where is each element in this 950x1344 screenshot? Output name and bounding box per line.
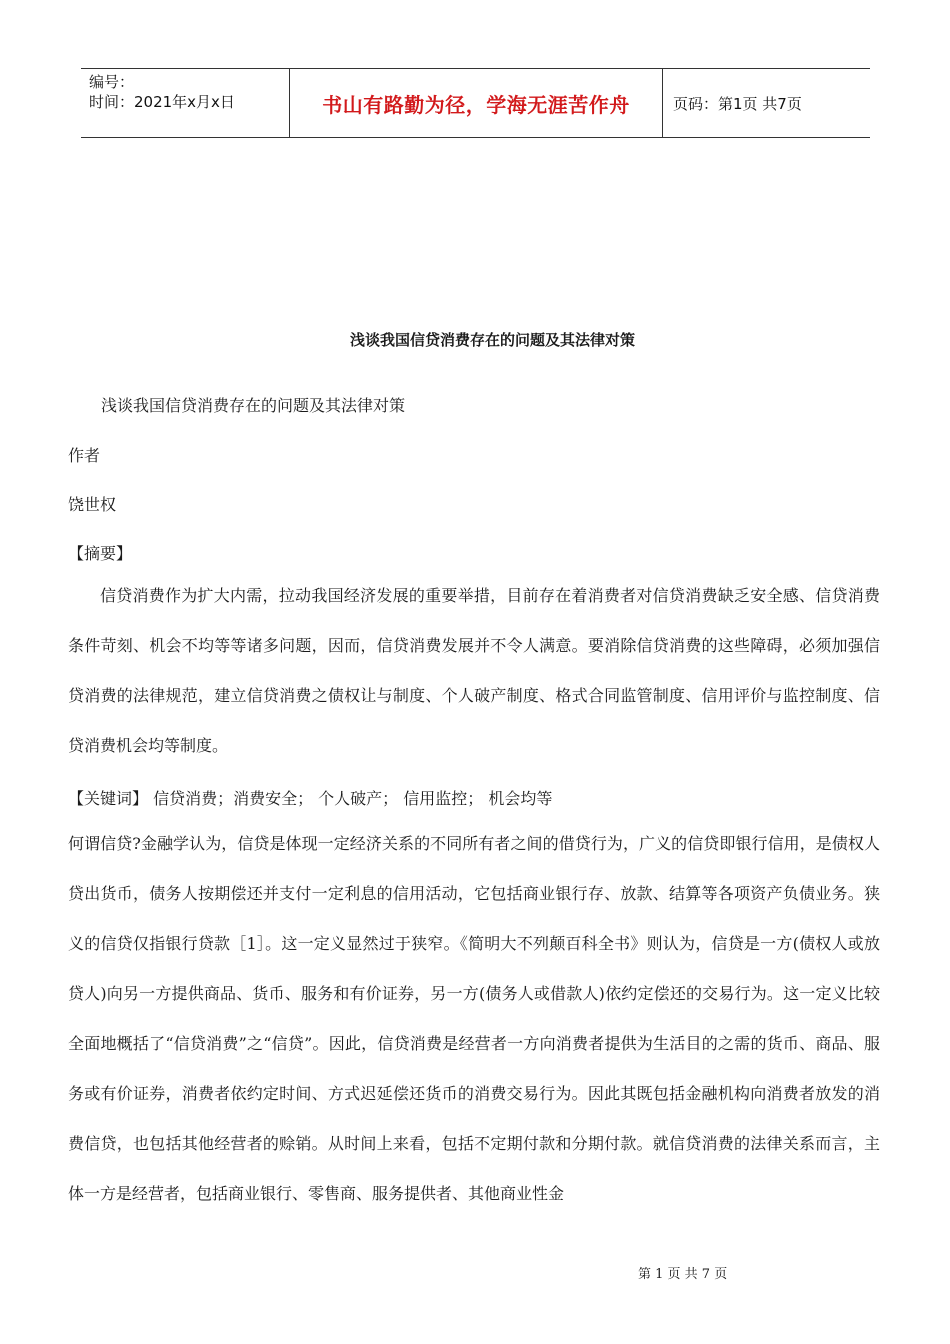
document-number-label: 编号： [89,73,135,91]
page-footer: 第 1 页 共 7 页 [638,1267,728,1282]
header-page-info: 页码：第1页 共7页 [673,94,802,113]
abstract-heading: 【摘要】 [68,544,133,563]
abstract-text: 信贷消费作为扩大内需，拉动我国经济发展的重要举措，目前存在着消费者对信贷消费缺乏安全感、信贷消费条件苛刻、机会不均等等诸多问题，因而，信贷消费发展并不令人满意。要消除信贷消费的这些障碍，必须加强信贷消费的法律规范，建立信贷消费之债权让与制度、个人破产制度、格式合同监管制度、信用评价与监控制度、信贷消费机会均等制度。 [68,586,880,755]
header-meta [81,69,290,137]
document-subtitle: 浅谈我国信贷消费存在的问题及其法律对策 [101,396,406,415]
page-header [81,68,870,138]
header-motto: 书山有路勤为径，学海无涯苦作舟 [290,69,663,137]
author-label: 作者 [68,446,101,465]
author-name: 饶世权 [68,495,117,514]
body-paragraph: 何谓信贷?金融学认为，信贷是体现一定经济关系的不同所有者之间的借贷行为，广义的信贷即银行信用，是债权人贷出货币，债务人按期偿还并支付一定利息的信用活动，它包括商业银行存、放款、结算等各项资产负债业务。狭义的信贷仅指银行贷款［1］。这一定义显然过于狭窄。《简明大不列颠百科全书》则认为，信贷是一方(债权人或放贷人)向另一方提供商品、货币、服务和有价证券，另一方(债务人或借款人)依约定偿还的交易行为。这一定义比较全面地概括了“信贷消费”之“信贷”。因此，信贷消费是经营者一方向消费者提供为生活目的之需的货币、商品、服务或有价证券，消费者依约定时间、方式迟延偿还货币的消费交易行为。因此其既包括金融机构向消费者放发的消费信贷，也包括其他经营者的赊销。从时间上来看，包括不定期付款和分期付款。就信贷消费的法律关系而言，主体一方是经营者，包括商业银行、零售商、服务提供者、其他商业性金 [68,834,880,1203]
keywords-line: 【关键词】 信贷消费；消费安全； 个人破产； 信用监控； 机会均等 [68,789,553,808]
document-date: 时间：2021年x月x日 [89,93,235,111]
document-title: 浅谈我国信贷消费存在的问题及其法律对策 [349,331,635,349]
